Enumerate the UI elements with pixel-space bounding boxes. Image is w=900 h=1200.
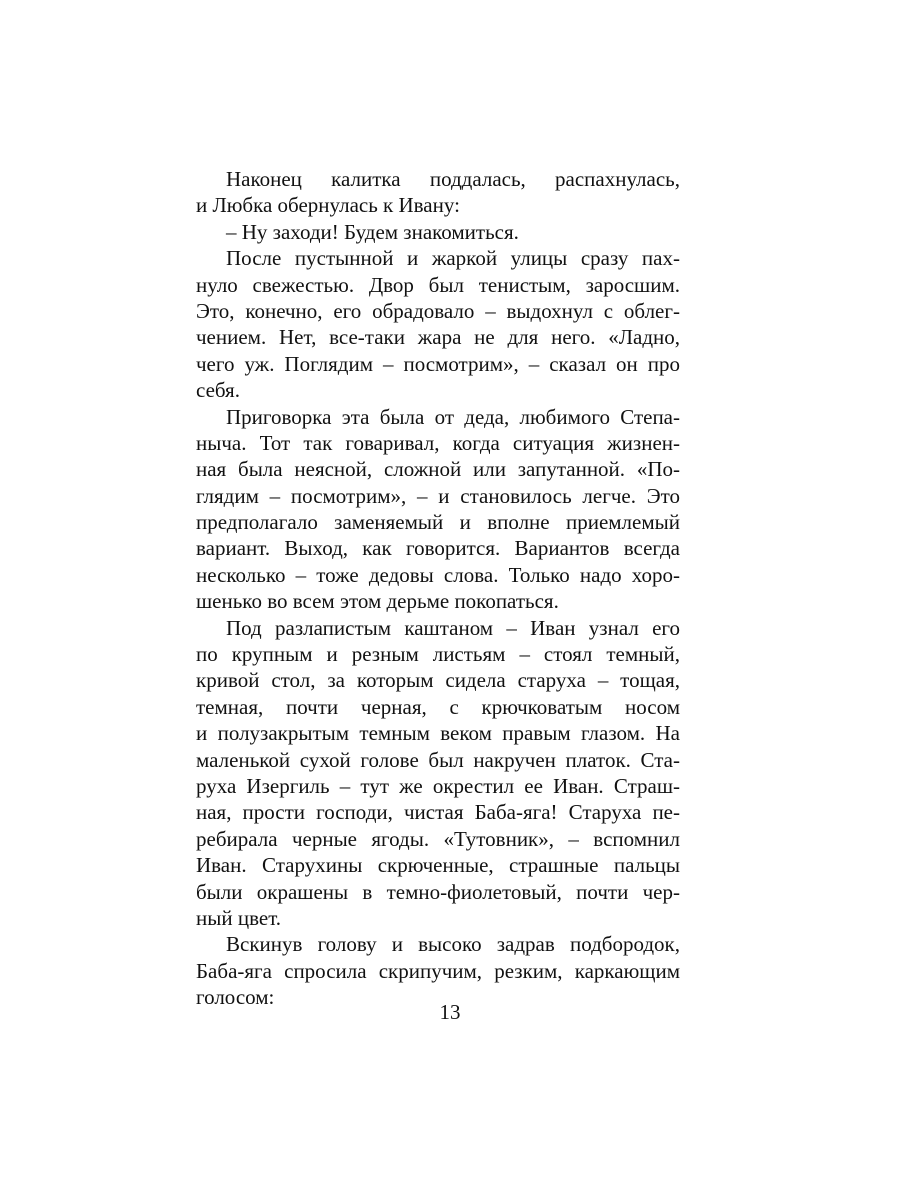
text-line: чего уж. Поглядим – посмотрим», – сказал он про bbox=[196, 351, 680, 376]
paragraph bbox=[196, 931, 680, 1010]
text-line: руха Изергиль – тут же окрестил ее Иван. Страш- bbox=[196, 773, 680, 798]
body-text bbox=[196, 166, 680, 1011]
text-line: себя. bbox=[196, 378, 240, 403]
page-number: 13 bbox=[439, 1000, 461, 1024]
text-line: голосом: bbox=[196, 985, 275, 1010]
text-line: темная, почти черная, с крючковатым носом bbox=[196, 694, 680, 719]
text-line: ныча. Тот так говаривал, когда ситуация жизнен- bbox=[196, 430, 680, 455]
text-line: по крупным и резным листьям – стоял темный, bbox=[196, 642, 680, 667]
text-line: несколько – тоже дедовы слова. Только надо хоро- bbox=[196, 562, 680, 587]
text-line: После пустынной и жаркой улицы сразу пах- bbox=[226, 246, 680, 271]
text-line: Это, конечно, его обрадовало – выдохнул с облег- bbox=[196, 298, 680, 323]
text-line: чением. Нет, все-таки жара не для него. «Ладно, bbox=[196, 325, 680, 350]
text-line: были окрашены в темно-фиолетовый, почти чер- bbox=[196, 879, 680, 904]
text-line: ный цвет. bbox=[196, 905, 282, 930]
text-line: Вскинув голову и высоко задрав подбородок, bbox=[226, 932, 680, 957]
text-line: предполагало заменяемый и вполне приемлемый bbox=[196, 510, 680, 535]
text-line: Под разлапистым каштаном – Иван узнал его bbox=[226, 615, 680, 640]
text-line: Приговорка эта была от деда, любимого Степа- bbox=[226, 404, 680, 429]
text-line: и полузакрытым темным веком правым глазом. На bbox=[196, 721, 680, 746]
text-line: – Ну заходи! Будем знакомиться. bbox=[226, 219, 519, 244]
text-line: Наконец калитка поддалась, распахнулась, bbox=[226, 167, 680, 191]
paragraph bbox=[196, 245, 680, 403]
text-line: Иван. Старухины скрюченные, страшные пальцы bbox=[196, 853, 680, 878]
paragraph bbox=[196, 219, 680, 245]
text-line: Баба-яга спросила скрипучим, резким, каркающим bbox=[196, 958, 680, 983]
text-line: ребирала черные ягоды. «Тутовник», – вспомнил bbox=[196, 826, 680, 851]
text-line: маленькой сухой голове был накручен платок. Ста- bbox=[196, 747, 680, 772]
text-line: вариант. Выход, как говорится. Вариантов всегда bbox=[196, 536, 680, 561]
text-line: ная была неясной, сложной или запутанной. «По- bbox=[196, 457, 680, 482]
paragraph bbox=[196, 166, 680, 219]
text-line: и Любка обернулась к Ивану: bbox=[196, 193, 460, 218]
text-line: шенько во всем этом дерьме покопаться. bbox=[196, 589, 559, 614]
text-line: ная, прости господи, чистая Баба-яга! Старуха пе- bbox=[196, 800, 680, 825]
paragraph bbox=[196, 404, 680, 615]
text-line: кривой стол, за которым сидела старуха – тощая, bbox=[196, 668, 680, 693]
text-line: нуло свежестью. Двор был тенистым, заросшим. bbox=[196, 272, 680, 297]
paragraph bbox=[196, 615, 680, 932]
text-line: глядим – посмотрим», – и становилось легче. Это bbox=[196, 483, 680, 508]
